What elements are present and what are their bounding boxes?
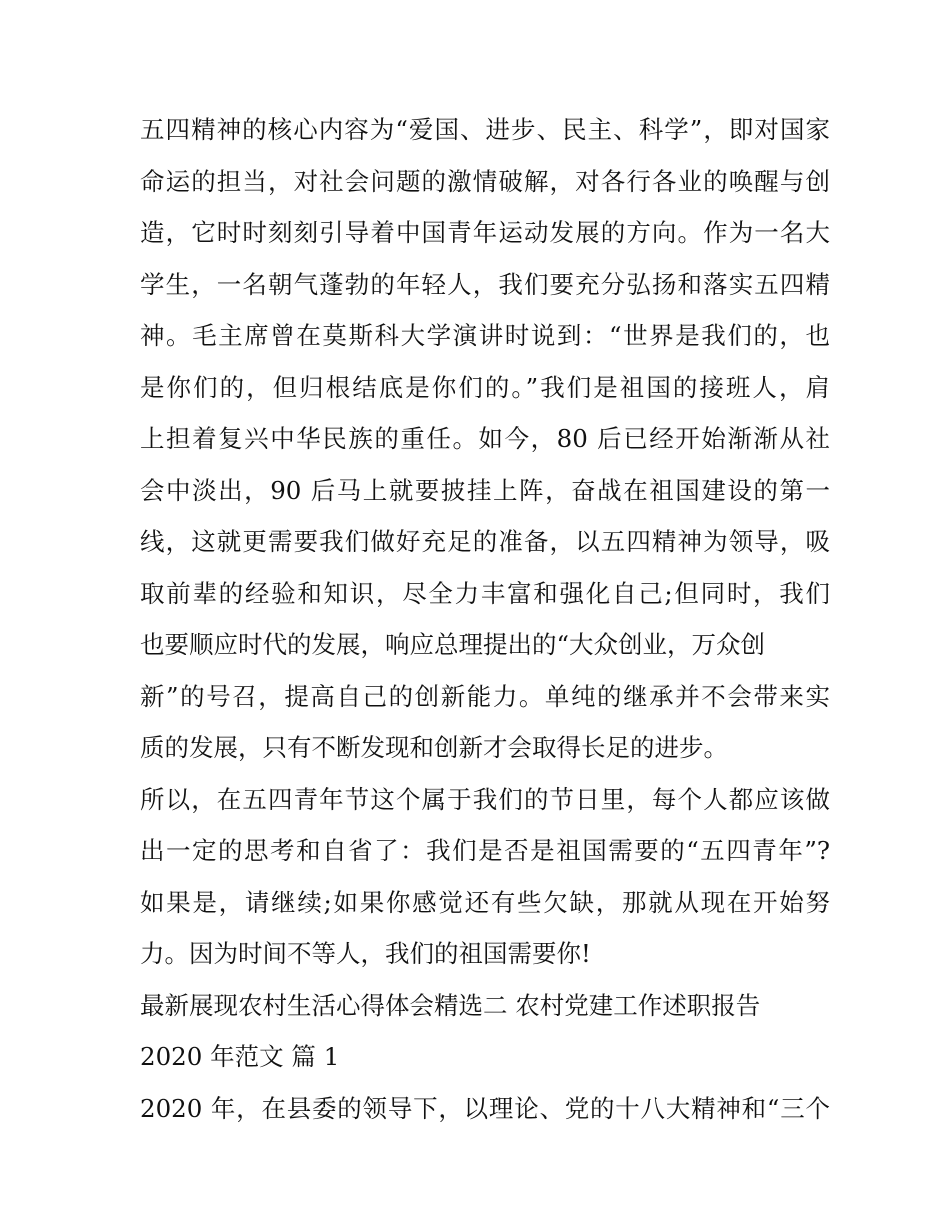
text-line-7: 上担着复兴中华民族的重任。如今，80 后已经开始渐渐从社: [140, 424, 830, 453]
document-body: [140, 104, 830, 1134]
text-line-10: 取前辈的经验和知识，尽全力丰富和强化自己;但同时，我们: [140, 578, 830, 608]
text-line-2: 命运的担当，对社会问题的激情破解，对各行各业的唤醒与创: [140, 166, 830, 196]
text-line-9: 线，这就更需要我们做好充足的准备，以五四精神为领导，吸: [140, 527, 830, 556]
text-line-15: 出一定的思考和自省了：我们是否是祖国需要的“五四青年”?: [140, 836, 830, 865]
text-line-12: 新”的号召，提高自己的创新能力。单纯的继承并不会带来实: [140, 681, 830, 711]
section-heading-line-2: 2020 年范文 篇 1: [140, 1042, 340, 1071]
text-line-17: 力。因为时间不等人，我们的祖国需要你!: [140, 939, 591, 968]
text-line-3: 造，它时时刻刻引导着中国青年运动发展的方向。作为一名大: [140, 218, 830, 247]
text-line-5: 神。毛主席曾在莫斯科大学演讲时说到：“世界是我们的，也: [140, 321, 830, 350]
section-heading-line-1: 最新展现农村生活心得体会精选二 农村党建工作述职报告: [140, 990, 761, 1020]
text-line-8: 会中淡出，90 后马上就要披挂上阵，奋战在祖国建设的第一: [140, 475, 830, 505]
text-line-4: 学生，一名朝气蓬勃的年轻人，我们要充分弘扬和落实五四精: [140, 269, 830, 299]
text-line-11: 也要顺应时代的发展，响应总理提出的“大众创业，万众创: [140, 630, 766, 659]
text-line-6: 是你们的，但归根结底是你们的。”我们是祖国的接班人，肩: [140, 372, 830, 402]
text-line-13: 质的发展，只有不断发现和创新才会取得长足的进步。: [140, 733, 728, 762]
text-line-14: 所以，在五四青年节这个属于我们的节日里，每个人都应该做: [140, 784, 830, 814]
text-line-20: 2020 年，在县委的领导下，以理论、党的十八大精神和“三个: [140, 1093, 830, 1123]
text-line-16: 如果是，请继续;如果你感觉还有些欠缺，那就从现在开始努: [140, 887, 830, 917]
text-line-1: 五四精神的核心内容为“爱国、进步、民主、科学”，即对国家: [140, 115, 830, 144]
